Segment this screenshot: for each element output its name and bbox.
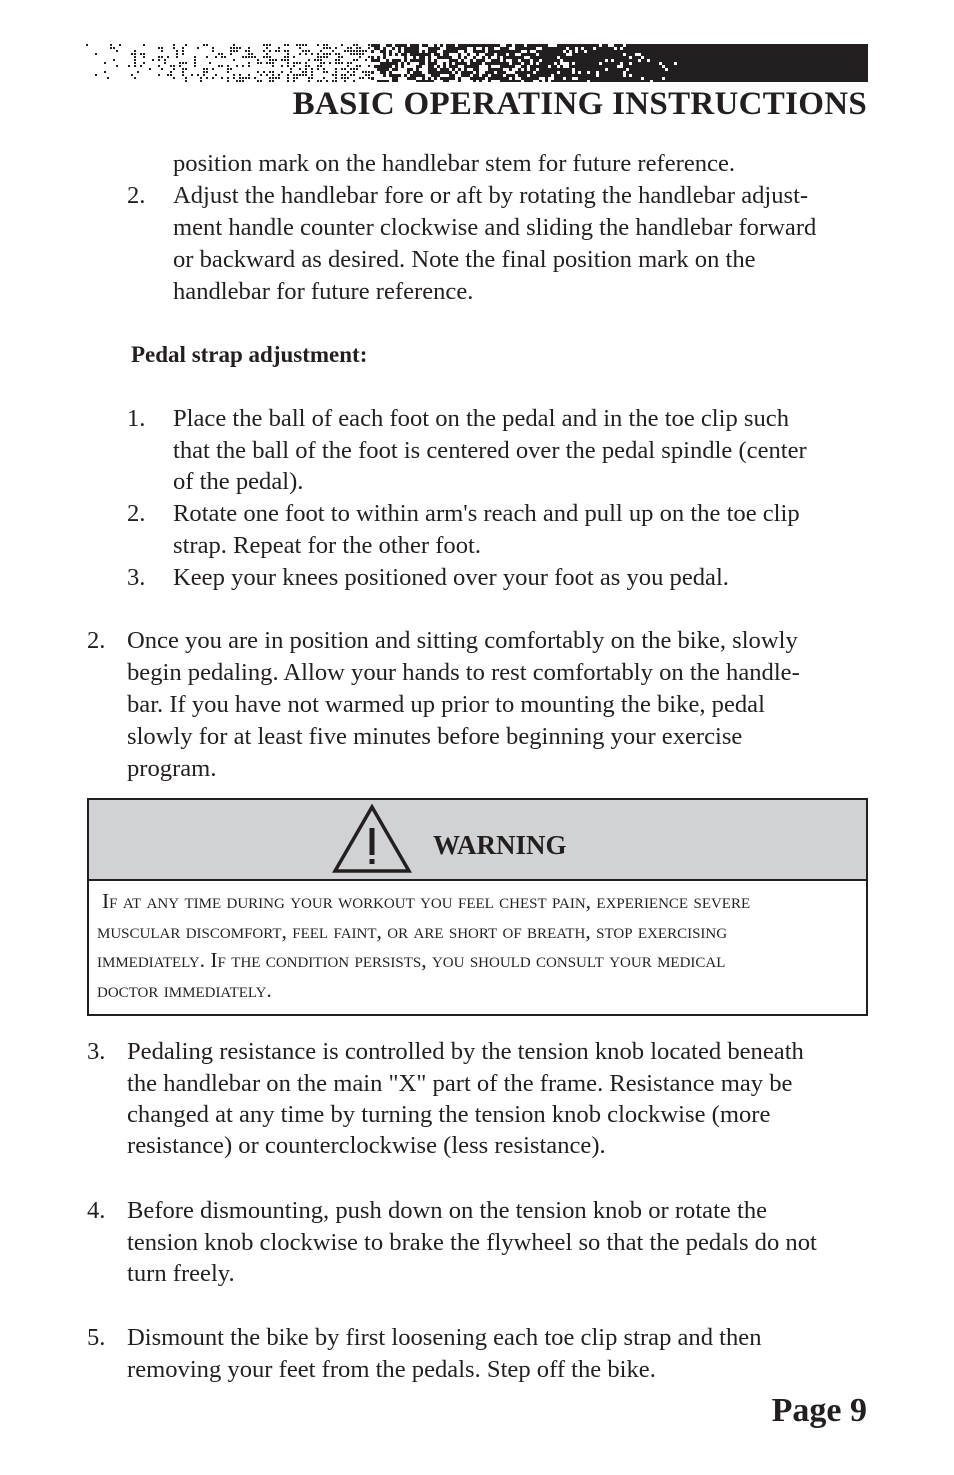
step-line: bar. If you have not warmed up prior to mounting the bike, pedal [127, 691, 765, 718]
step-line: changed at any time by turning the tension knob clockwise (more [127, 1101, 771, 1128]
step-line: slowly for at least five minutes before beginning your exercise [127, 723, 743, 750]
warning-title: WARNING [433, 830, 567, 860]
step-number: 5. [87, 1324, 106, 1351]
list-line: of the pedal). [173, 468, 304, 495]
warning-text [97, 887, 857, 1005]
step-line: begin pedaling. Allow your hands to rest comfortably on the handle- [127, 659, 800, 686]
pedal-strap-heading: Pedal strap adjustment: [131, 342, 368, 367]
step-number: 2. [87, 627, 106, 654]
warning-line: doctor immediately. [97, 977, 272, 1002]
warning-line: immediately. If the condition persists, you should consult your medical [97, 948, 726, 972]
warning-line: If at any time during your workout you feel chest pain, experience severe [102, 889, 751, 913]
step-line: program. [127, 755, 217, 782]
list-number: 3. [127, 564, 146, 591]
list-number: 1. [127, 405, 146, 432]
step-line: tension knob clockwise to brake the flywheel so that the pedals do not [127, 1229, 817, 1256]
warning-line: muscular discomfort, feel faint, or are short of breath, stop exercising [97, 918, 728, 943]
page-number: Page 9 [771, 1392, 867, 1429]
warning-triangle-icon [332, 804, 412, 879]
step-line: Before dismounting, push down on the tension knob or rotate the [127, 1197, 768, 1224]
step-line: turn freely. [127, 1260, 235, 1287]
list-line: strap. Repeat for the other foot. [173, 532, 481, 559]
list-number: 2. [127, 500, 146, 527]
step-line: Once you are in position and sitting comfortably on the bike, slowly [127, 627, 798, 654]
list-line: ment handle counter clockwise and sliding the handlebar forward [173, 214, 817, 241]
step-line: Pedaling resistance is controlled by the tension knob located beneath [127, 1038, 804, 1065]
list-line: or backward as desired. Note the final position mark on the [173, 246, 756, 273]
header-gradient-bar [86, 44, 868, 82]
list-number: 2. [127, 182, 146, 209]
list-line: Keep your knees positioned over your foot as you pedal. [173, 564, 729, 591]
warning-box [87, 798, 868, 1016]
step-line: Dismount the bike by first loosening each toe clip strap and then [127, 1324, 762, 1351]
step-line: resistance) or counterclockwise (less resistance). [127, 1132, 606, 1159]
list-line: that the ball of the foot is centered over the pedal spindle (center [173, 437, 807, 464]
step-line: the handlebar on the main "X" part of the frame. Resistance may be [127, 1070, 793, 1097]
warning-header [89, 800, 866, 881]
list-line: Adjust the handlebar fore or aft by rotating the handlebar adjust- [173, 182, 809, 209]
list-line: Place the ball of each foot on the pedal and in the toe clip such [173, 405, 789, 432]
list-line: handlebar for future reference. [173, 278, 474, 305]
intro-continuation: position mark on the handlebar stem for future reference. [173, 150, 736, 177]
step-number: 3. [87, 1038, 106, 1065]
step-line: removing your feet from the pedals. Step off the bike. [127, 1356, 656, 1383]
step-number: 4. [87, 1197, 106, 1224]
page-title: BASIC OPERATING INSTRUCTIONS [292, 86, 867, 122]
list-line: Rotate one foot to within arm's reach and pull up on the toe clip [173, 500, 800, 527]
